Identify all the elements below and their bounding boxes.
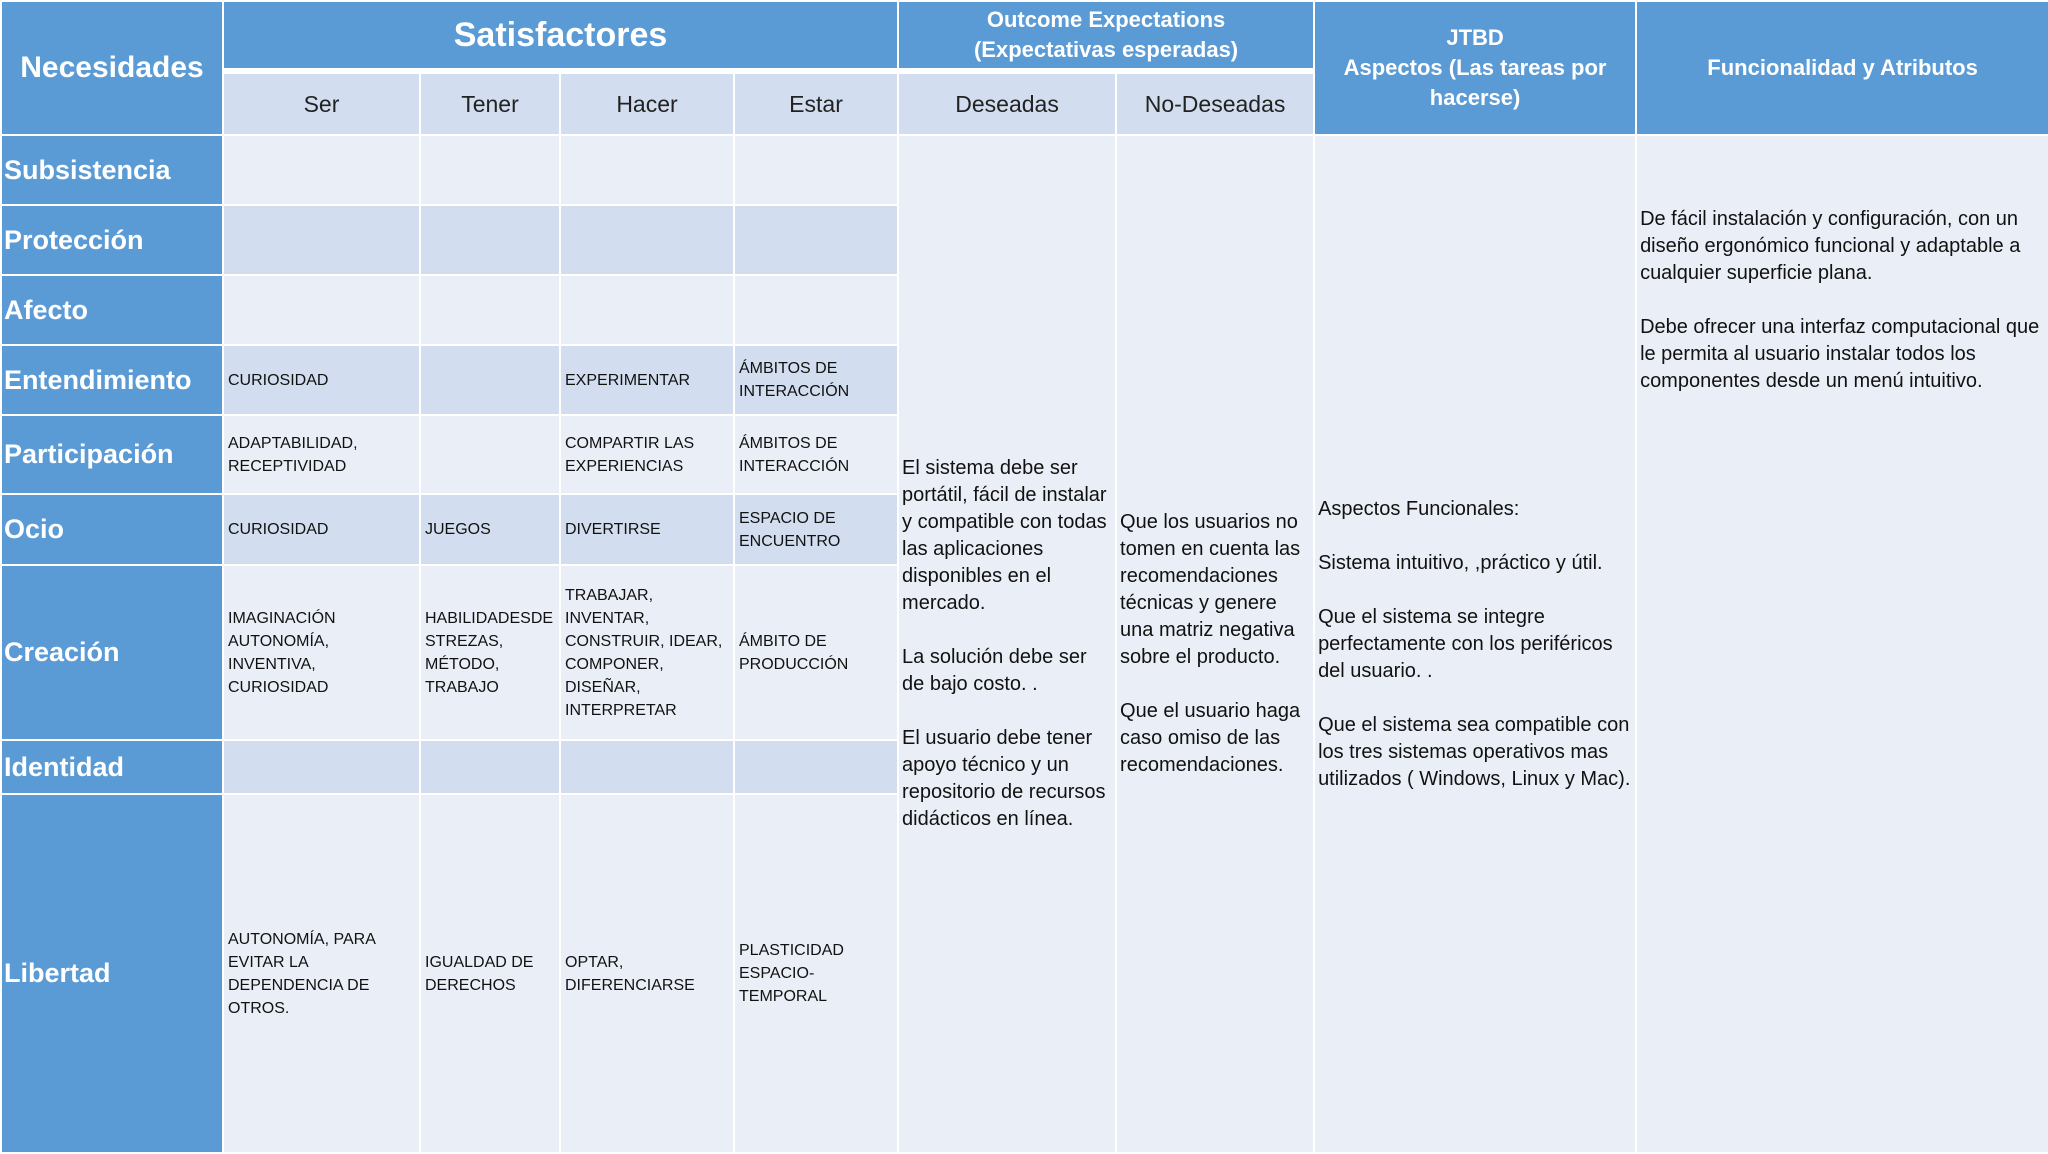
cell-ser: ADAPTABILIDAD, RECEPTIVIDAD — [223, 415, 420, 494]
header-ser: Ser — [223, 71, 420, 135]
cell-hacer: TRABAJAR, INVENTAR, CONSTRUIR, IDEAR, COMPONER, DISEÑAR, INTERPRETAR — [560, 565, 734, 740]
cell-estar: ÁMBITO DE PRODUCCIÓN — [734, 565, 898, 740]
cell-estar — [734, 275, 898, 345]
header-deseadas: Deseadas — [898, 71, 1116, 135]
cell-hacer — [560, 275, 734, 345]
cell-hacer: COMPARTIR LAS EXPERIENCIAS — [560, 415, 734, 494]
cell-tener: IGUALDAD DE DERECHOS — [420, 794, 560, 1153]
cell-hacer — [560, 205, 734, 275]
need-label: Protección — [1, 205, 223, 275]
cell-hacer — [560, 135, 734, 205]
need-label: Entendimiento — [1, 345, 223, 415]
cell-hacer: DIVERTIRSE — [560, 494, 734, 565]
need-label: Libertad — [1, 794, 223, 1153]
header-estar: Estar — [734, 71, 898, 135]
need-label: Creación — [1, 565, 223, 740]
header-funcionalidad: Funcionalidad y Atributos — [1636, 1, 2048, 135]
cell-hacer: OPTAR, DIFERENCIARSE — [560, 794, 734, 1153]
cell-estar: PLASTICIDAD ESPACIO-TEMPORAL — [734, 794, 898, 1153]
cell-tener — [420, 275, 560, 345]
cell-estar — [734, 740, 898, 794]
deseadas-text: El sistema debe ser portátil, fácil de instalar y compatible con todas las aplicaciones disponibles en el mercado. La solución debe ser de bajo costo. . El usuario debe tener apoyo técnico y un repositorio de recursos didácticos en línea. — [898, 135, 1116, 1153]
cell-estar — [734, 135, 898, 205]
jtbd-text: Aspectos Funcionales: Sistema intuitivo, ,práctico y útil. Que el sistema se integre perfectamente con los periféricos del usuario. . Que el sistema sea compatible con los tres sistemas operativos mas utilizados ( Windows, Linux y Mac). — [1314, 135, 1636, 1153]
cell-estar: ESPACIO DE ENCUENTRO — [734, 494, 898, 565]
cell-ser — [223, 135, 420, 205]
need-label: Participación — [1, 415, 223, 494]
cell-ser: IMAGINACIÓN AUTONOMÍA, INVENTIVA, CURIOSIDAD — [223, 565, 420, 740]
header-jtbd-line1: JTBD — [1446, 25, 1504, 50]
cell-tener: JUEGOS — [420, 494, 560, 565]
header-jtbd — [1314, 1, 1636, 135]
header-outcome-line2: (Expectativas esperadas) — [973, 37, 1239, 62]
cell-tener — [420, 135, 560, 205]
header-no-deseadas: No-Deseadas — [1116, 71, 1314, 135]
cell-tener — [420, 415, 560, 494]
header-jtbd-line2: Aspectos (Las tareas por hacerse) — [1343, 55, 1607, 110]
cell-estar: ÁMBITOS DE INTERACCIÓN — [734, 415, 898, 494]
need-label: Ocio — [1, 494, 223, 565]
cell-ser — [223, 740, 420, 794]
cell-ser — [223, 275, 420, 345]
cell-ser: AUTONOMÍA, PARA EVITAR LA DEPENDENCIA DE OTROS. — [223, 794, 420, 1153]
cell-tener — [420, 740, 560, 794]
cell-estar — [734, 205, 898, 275]
need-label: Afecto — [1, 275, 223, 345]
cell-tener: HABILIDADESDE STREZAS, MÉTODO, TRABAJO — [420, 565, 560, 740]
table-row — [1, 135, 2048, 205]
header-satisfactores: Satisfactores — [223, 1, 898, 71]
cell-hacer — [560, 740, 734, 794]
cell-ser: CURIOSIDAD — [223, 494, 420, 565]
need-label: Subsistencia — [1, 135, 223, 205]
funcionalidad-text: De fácil instalación y configuración, con un diseño ergonómico funcional y adaptable a cualquier superficie plana. Debe ofrecer una interfaz computacional que le permita al usuario instalar todos los componentes desde un menú intuitivo. — [1636, 135, 2048, 1153]
cell-ser — [223, 205, 420, 275]
cell-tener — [420, 345, 560, 415]
header-outcome-line1: Outcome Expectations — [986, 7, 1226, 32]
cell-hacer: EXPERIMENTAR — [560, 345, 734, 415]
header-necesidades: Necesidades — [1, 1, 223, 135]
header-outcome-expectations — [898, 1, 1314, 71]
no-deseadas-text: Que los usuarios no tomen en cuenta las recomendaciones técnicas y genere una matriz negativa sobre el producto. Que el usuario haga caso omiso de las recomendaciones. — [1116, 135, 1314, 1153]
header-tener: Tener — [420, 71, 560, 135]
cell-estar: ÁMBITOS DE INTERACCIÓN — [734, 345, 898, 415]
cell-tener — [420, 205, 560, 275]
need-label: Identidad — [1, 740, 223, 794]
header-hacer: Hacer — [560, 71, 734, 135]
cell-ser: CURIOSIDAD — [223, 345, 420, 415]
